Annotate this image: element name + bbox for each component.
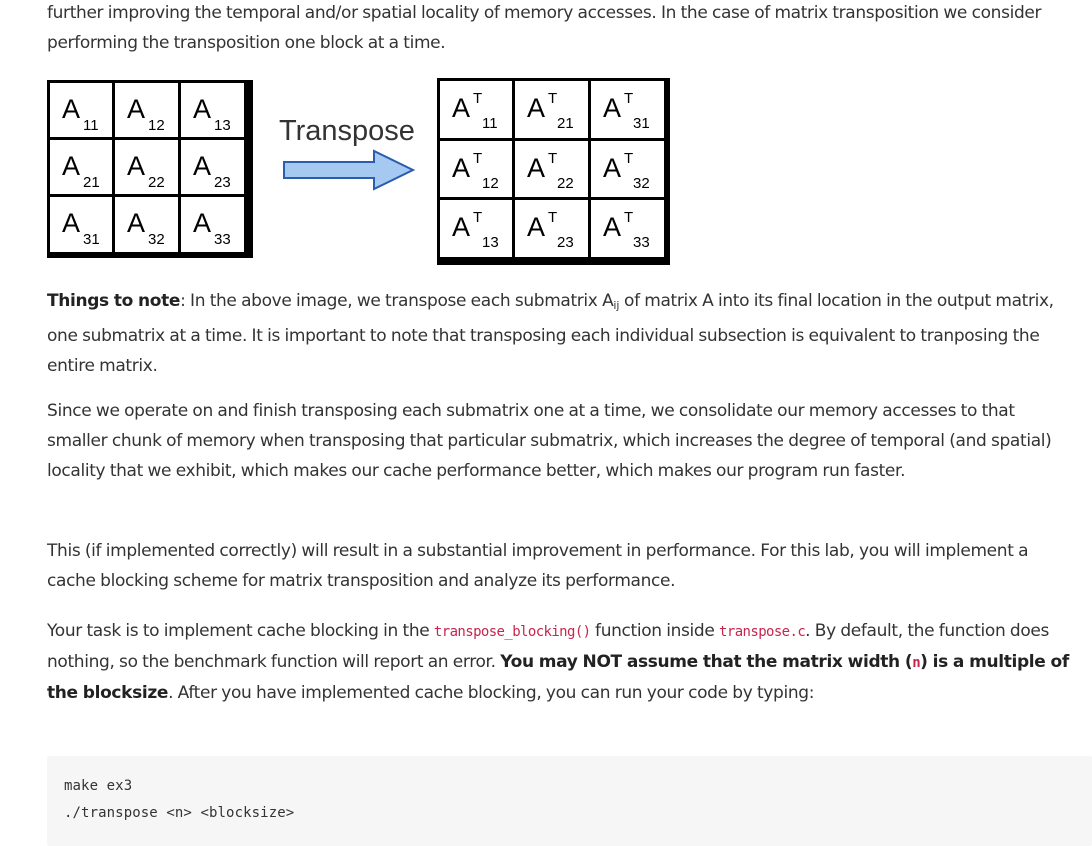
matrix-cell [50, 140, 112, 194]
matrix-cell [181, 83, 244, 137]
cell-letter: A [62, 208, 81, 238]
cell-superscript: T [473, 90, 483, 107]
matrix-cell [515, 141, 588, 197]
matrix-cell [50, 83, 112, 137]
matrix-cell [50, 197, 112, 252]
note-colon: : [180, 291, 186, 311]
note-text-1: In the above image, we transpose each submatrix A [185, 291, 614, 311]
improvement-paragraph: This (if implemented correctly) will result in a substantial improvement in performance. For this lab, you will implement a cache blocking scheme for matrix transposition and analyze its performance. [47, 541, 1029, 591]
cell-index: 12 [148, 117, 165, 134]
matrix-cell [115, 83, 178, 137]
cell-index: 31 [83, 231, 100, 248]
cell-letter: A [452, 93, 471, 123]
cell-superscript: T [624, 150, 634, 167]
task-warning-2: ) is a multiple of the blocksize [47, 652, 1069, 703]
cell-index: 21 [83, 174, 100, 191]
cell-index: 13 [482, 234, 499, 251]
cell-index: 11 [83, 117, 99, 134]
cell-index: 22 [148, 174, 165, 191]
right-arrow-icon [282, 149, 417, 191]
cell-index: 33 [633, 234, 650, 251]
cell-letter: A [603, 153, 622, 183]
cell-letter: A [527, 153, 546, 183]
cell-index: 32 [633, 175, 650, 192]
matrix-cell [181, 197, 244, 252]
cell-superscript: T [624, 209, 634, 226]
cell-index: 22 [557, 175, 574, 192]
task-text-3: . By default, the function does nothing, so the benchmark function will report an error. [47, 621, 1050, 672]
cell-letter: A [127, 208, 146, 238]
transpose-figure [47, 78, 687, 268]
cell-index: 12 [482, 175, 499, 192]
cell-letter: A [527, 93, 546, 123]
cell-letter: A [527, 212, 546, 242]
cell-letter: A [452, 212, 471, 242]
cell-letter: A [603, 212, 622, 242]
cell-letter: A [127, 151, 146, 181]
cell-superscript: T [624, 90, 634, 107]
note-text-2: of matrix A into its final location in the output matrix, one submatrix at a time. It is important to note that transposing each individual subsection is equivalent to tranposing the entire matrix. [47, 291, 1054, 376]
n-code: n [912, 655, 921, 671]
task-paragraph [47, 616, 1077, 708]
cell-index: 23 [557, 234, 574, 251]
function-name-code: transpose_blocking() [433, 624, 591, 640]
cell-letter: A [193, 208, 212, 238]
cell-letter: A [62, 94, 81, 124]
transpose-label: Transpose [279, 115, 415, 147]
cell-letter: A [193, 94, 212, 124]
cell-index: 21 [557, 115, 574, 132]
matrix-at-grid [437, 78, 670, 265]
cell-superscript: T [473, 150, 483, 167]
note-subscript: ij [613, 299, 620, 312]
file-name-code: transpose.c [719, 624, 806, 640]
cell-letter: A [452, 153, 471, 183]
matrix-cell [115, 140, 178, 194]
cell-index: 32 [148, 231, 165, 248]
matrix-cell [591, 81, 664, 138]
intro-paragraph: further improving the temporal and/or spatial locality of memory accesses. In the case of matrix transposition we consider performing the transposition one block at a time. [47, 3, 1042, 53]
note-label: Things to note [47, 291, 181, 311]
task-warning-1: You may NOT assume that the matrix width ( [500, 652, 913, 672]
cell-letter: A [193, 151, 212, 181]
matrix-cell [591, 141, 664, 197]
task-text-2: function inside [590, 621, 720, 641]
cell-letter: A [603, 93, 622, 123]
cell-index: 13 [214, 117, 231, 134]
code-block[interactable] [47, 756, 1092, 846]
cell-index: 11 [482, 115, 498, 132]
cell-index: 33 [214, 231, 231, 248]
locality-paragraph: Since we operate on and finish transposing each submatrix one at a time, we consolidate our memory accesses to that smaller chunk of memory when transposing that particular submatrix, which increases the degree of temporal (and spatial) locality that we exhibit, which makes our cache performance better, which makes our program run faster. [47, 401, 1052, 481]
matrix-a-grid [47, 80, 253, 258]
code-line-run[interactable]: ./transpose <n> <blocksize> [64, 805, 295, 821]
matrix-cell [440, 200, 512, 257]
task-text-4: . After you have implemented cache blocking, you can run your code by typing: [168, 683, 815, 703]
matrix-cell [515, 81, 588, 138]
note-paragraph [47, 286, 1087, 381]
cell-letter: A [62, 151, 81, 181]
matrix-cell [115, 197, 178, 252]
matrix-cell [440, 81, 512, 138]
code-line-make[interactable]: make ex3 [64, 778, 133, 794]
cell-superscript: T [548, 209, 558, 226]
matrix-cell [591, 200, 664, 257]
cell-index: 23 [214, 174, 231, 191]
matrix-cell [181, 140, 244, 194]
cell-letter: A [127, 94, 146, 124]
matrix-cell [515, 200, 588, 257]
cell-superscript: T [548, 150, 558, 167]
matrix-cell [440, 141, 512, 197]
cell-superscript: T [473, 209, 483, 226]
cell-superscript: T [548, 90, 558, 107]
task-text-1: Your task is to implement cache blocking in the [47, 621, 434, 641]
cell-index: 31 [633, 115, 650, 132]
